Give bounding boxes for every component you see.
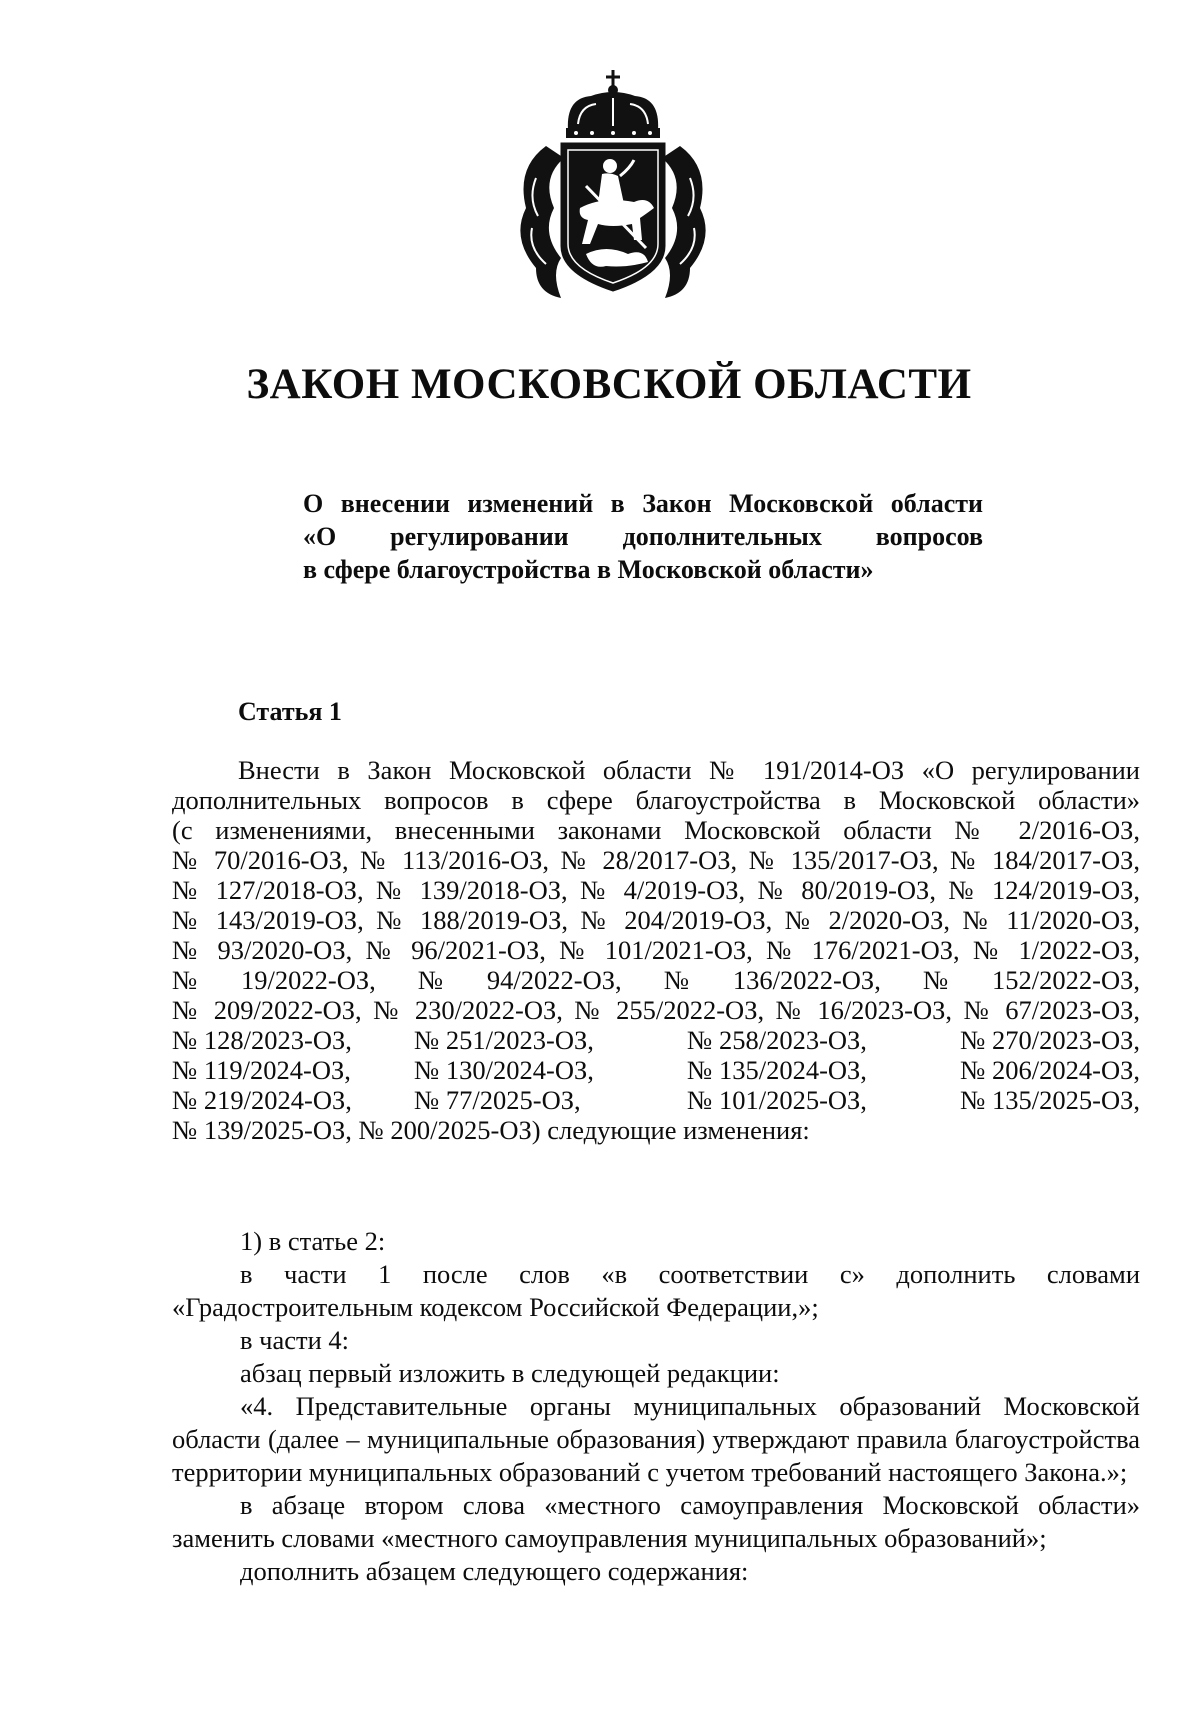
item-text: дополнить абзацем следующего содержания: [240, 1556, 749, 1586]
amendment-item: № 258/2023-ОЗ, [687, 1025, 867, 1055]
moscow-oblast-coat-of-arms-icon [506, 68, 720, 306]
amendment-item: № 101/2025-ОЗ, [687, 1085, 867, 1115]
closing-line: № 139/2025-ОЗ, № 200/2025-ОЗ) следующие изменения: [172, 1115, 810, 1145]
item-text: «Градостроительным кодексом Российской Федерации,»; [172, 1292, 819, 1322]
amendment-line: № 19/2022-ОЗ, № 94/2022-ОЗ, № 136/2022-ОЗ, № 152/2022-ОЗ, [172, 965, 1140, 995]
intro-line: Внести в Закон Московской области № 191/2014-ОЗ «О регулировании [238, 755, 1140, 785]
amendment-item: № 135/2024-ОЗ, [687, 1055, 867, 1085]
intro-line: дополнительных вопросов в сфере благоустройства в Московской области» [172, 785, 1140, 815]
amendment-line: № 209/2022-ОЗ, № 230/2022-ОЗ, № 255/2022-ОЗ, № 16/2023-ОЗ, № 67/2023-ОЗ, [172, 995, 1140, 1025]
amendment-line: № 143/2019-ОЗ, № 188/2019-ОЗ, № 204/2019-ОЗ, № 2/2020-ОЗ, № 11/2020-ОЗ, [172, 905, 1140, 935]
amendment-item: № 270/2023-ОЗ, [960, 1025, 1140, 1055]
article-body [172, 755, 1140, 1145]
law-title: ЗАКОН МОСКОВСКОЙ ОБЛАСТИ [246, 361, 972, 408]
subject-line: О внесении изменений в Закон Московской области [303, 489, 983, 518]
law-subject [303, 487, 983, 586]
item-heading: 1) в статье 2: [240, 1226, 386, 1256]
amendment-item: № 77/2025-ОЗ, [414, 1085, 581, 1115]
amendment-list [172, 845, 1140, 1025]
subject-line: «О регулировании дополнительных вопросов [303, 522, 983, 551]
item-text: в абзаце втором слова «местного самоуправления Московской области» заменить словами «местного самоуправления муниципальных образований»; [172, 1490, 1140, 1553]
amendment-item: № 128/2023-ОЗ, [172, 1025, 352, 1055]
item-text: абзац первый изложить в следующей редакции: [240, 1358, 780, 1388]
amendment-line: № 93/2020-ОЗ, № 96/2021-ОЗ, № 101/2021-ОЗ, № 176/2021-ОЗ, № 1/2022-ОЗ, [172, 935, 1140, 965]
amendment-item: № 130/2024-ОЗ, [414, 1055, 594, 1085]
item-text: «4. Представительные органы муниципальных образований Московской области (далее – муниципальные образования) утверждают правила благоустройства территории муниципальных образований с учетом требований настоящего Закона.»; [172, 1391, 1140, 1487]
amendment-item: № 219/2024-ОЗ, [172, 1085, 352, 1115]
amendment-line: № 127/2018-ОЗ, № 139/2018-ОЗ, № 4/2019-ОЗ, № 80/2019-ОЗ, № 124/2019-ОЗ, [172, 875, 1140, 905]
amendment-item: № 206/2024-ОЗ, [960, 1055, 1140, 1085]
item-text: в части 4: [240, 1325, 349, 1355]
amendment-item: № 251/2023-ОЗ, [414, 1025, 594, 1055]
amendment-item: № 119/2024-ОЗ, [172, 1055, 351, 1085]
amendment-grid [172, 1025, 1140, 1115]
amendment-items [172, 1225, 1140, 1588]
intro-line: (с изменениями, внесенными законами Московской области № 2/2016-ОЗ, [172, 815, 1140, 845]
article-heading: Статья 1 [238, 697, 342, 726]
subject-line: в сфере благоустройства в Московской области» [303, 555, 874, 584]
amendment-line: № 70/2016-ОЗ, № 113/2016-ОЗ, № 28/2017-ОЗ, № 135/2017-ОЗ, № 184/2017-ОЗ, [172, 845, 1140, 875]
amendment-item: № 135/2025-ОЗ, [960, 1085, 1140, 1115]
item-text: в части 1 после слов «в соответствии с» дополнить словами [240, 1259, 1140, 1289]
